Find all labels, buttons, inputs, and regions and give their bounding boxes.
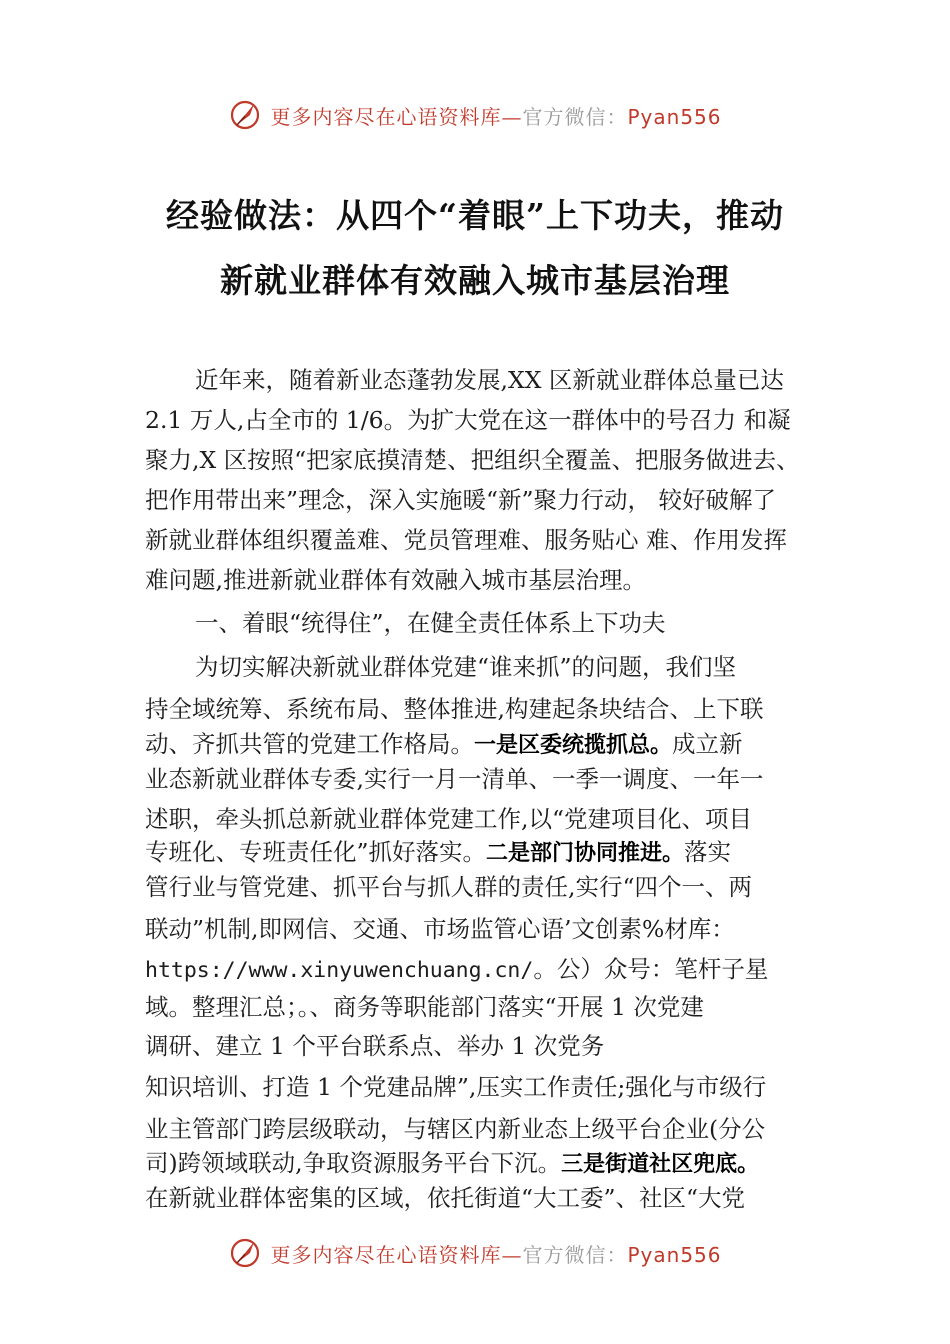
body-text: 成立新	[672, 730, 743, 758]
section-heading: 一、着眼“统得住”，在健全责任体系上下功夫	[195, 609, 666, 637]
body-line: 2.1 万人,占全市的 1/6。为扩大党在这一群体中的号召力 和凝	[145, 406, 791, 434]
watermark-text	[270, 1239, 721, 1268]
body-line: 调研、建立 1 个平台联系点、举办 1 次党务	[145, 1032, 605, 1060]
body-line	[145, 833, 731, 867]
dash-separator: —	[501, 1242, 523, 1267]
wechat-id: Pyan556	[627, 104, 722, 129]
wechat-label: 官方微信：	[522, 1242, 628, 1267]
body-line: 近年来，随着新业态蓬勃发展,XX 区新就业群体总量已达	[195, 366, 784, 394]
body-line: 知识培训、打造 1 个党建品牌”,压实工作责任;强化与市级行	[145, 1073, 767, 1101]
body-line	[145, 950, 768, 984]
wechat-label: 官方微信：	[522, 104, 628, 129]
body-text: 司)跨领域联动,争取资源服务平台下沉。	[145, 1149, 562, 1177]
bold-point-3: 三是街道社区兜底。	[561, 1152, 760, 1177]
body-line: 业态新就业群体专委,实行一月一清单、一季一调度、一年一	[145, 765, 764, 793]
body-line: 在新就业群体密集的区域，依托街道“大工委”、社区“大党	[145, 1184, 746, 1212]
header-watermark-banner	[0, 95, 950, 135]
quill-pen-logo-icon	[228, 1236, 262, 1270]
watermark-text	[270, 101, 721, 130]
body-text: 动、齐抓共管的党建工作格局。	[145, 730, 474, 758]
body-line: 业主管部门跨层级联动，与辖区内新业态上级平台企业(分公	[145, 1115, 766, 1143]
body-line	[145, 725, 743, 759]
body-text: 。公）众号：笔杆子星	[533, 955, 769, 983]
footer-watermark-banner	[0, 1233, 950, 1273]
body-line: 为切实解决新就业群体党建“谁来抓”的问题，我们坚	[195, 653, 737, 681]
brand-name: 更多内容尽在心语资料库	[270, 1242, 502, 1267]
body-line: 持全域统筹、系统布局、整体推进,构建起条块结合、上下联	[145, 695, 764, 723]
quill-pen-logo-icon	[228, 98, 262, 132]
page-title-line-2: 新就业群体有效融入城市基层治理	[220, 261, 730, 300]
bold-point-2: 二是部门协同推进。	[486, 841, 685, 866]
body-line: 述职，牵头抓总新就业群体党建工作,以“党建项目化、项目	[145, 805, 752, 833]
page-title-line-1: 经验做法：从四个“着眼”上下功夫，推动	[166, 196, 784, 235]
body-line	[145, 1144, 759, 1178]
body-line: 新就业群体组织覆盖难、党员管理难、服务贴心 难、作用发挥	[145, 526, 787, 554]
bold-point-1: 一是区委统揽抓总。	[474, 733, 673, 758]
body-line: 管行业与管党建、抓平台与抓人群的责任,实行“四个一、两	[145, 873, 752, 901]
body-line: 域。整理汇总；。、商务等职能部门落实“开展 1 次党建	[145, 993, 704, 1021]
website-url: https://www.xinyuwenchuang.cn/	[145, 958, 534, 983]
body-line: 联动”机制,即网信、交通、市场监管心语’文创素%材库：	[145, 915, 735, 943]
body-text: 落实	[684, 838, 732, 866]
body-line: 难问题,推进新就业群体有效融入城市基层治理。	[145, 566, 646, 594]
wechat-id: Pyan556	[627, 1242, 722, 1267]
body-text: 专班化、专班责任化”抓好落实。	[145, 838, 487, 866]
dash-separator: —	[501, 104, 523, 129]
brand-name: 更多内容尽在心语资料库	[270, 104, 502, 129]
body-line: 聚力,X 区按照“把家底摸清楚、把组织全覆盖、把服务做进去、	[145, 446, 800, 474]
body-line: 把作用带出来”理念，深入实施暖“新”聚力行动， 较好破解了	[145, 486, 777, 514]
